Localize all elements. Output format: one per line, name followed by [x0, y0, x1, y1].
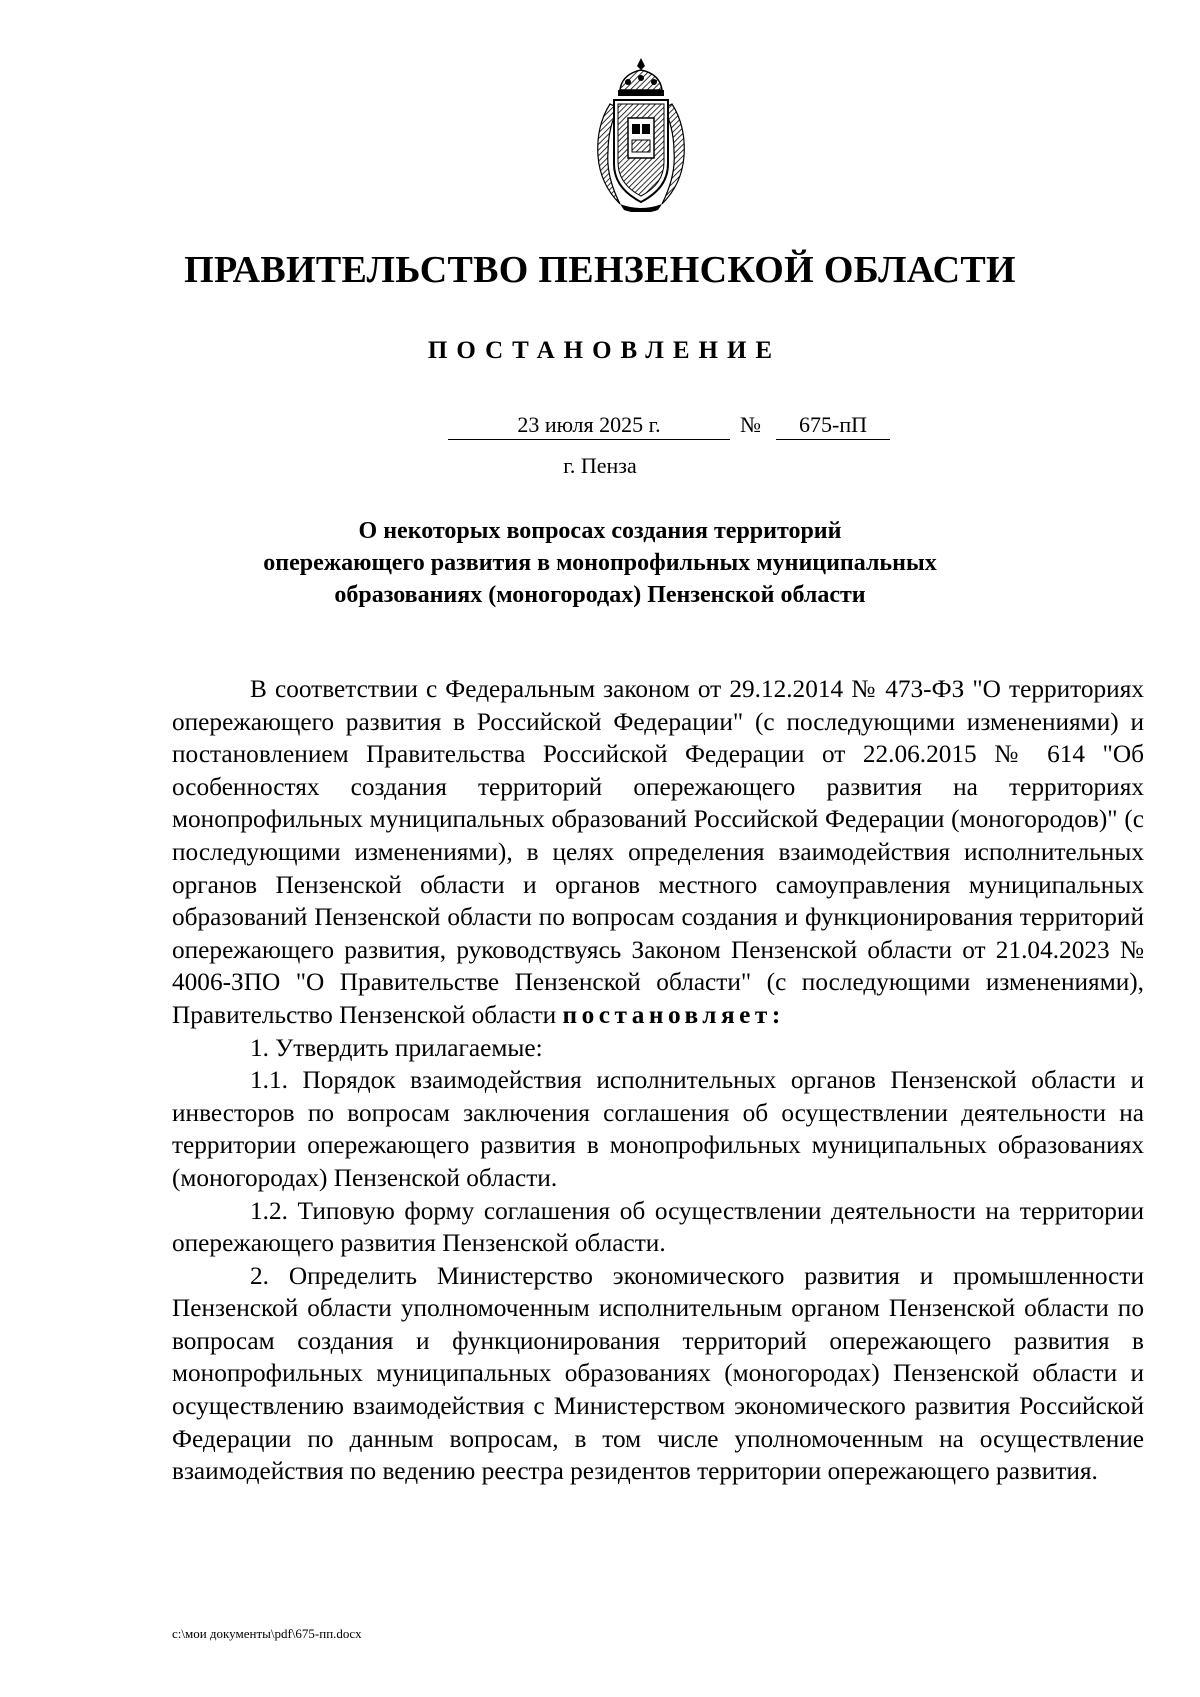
organization-title: ПРАВИТЕЛЬСТВО ПЕНЗЕНСКОЙ ОБЛАСТИ	[184, 249, 1016, 291]
coat-of-arms-icon	[590, 56, 692, 212]
file-path-footer: c:\мои документы\pdf\675-пп.docx	[172, 1626, 362, 1641]
document-type: ПОСТАНОВЛЕНИЕ	[427, 337, 782, 364]
item-1: 1. Утвердить прилагаемые:	[250, 1033, 543, 1062]
document-title	[0, 515, 1200, 611]
preamble-text: В соответствии с Федеральным законом от 29.12.2014 № 473-ФЗ "О территориях опережающего развития в Российской Федерации" (с последующими изменениями) и постановлением Правительства Российской Федерации от 22.06.2015 № 614 "Об особенностях создания территорий опережающего развития на территориях монопрофильных муниципальных образований Российской Федерации (моногородов)" (с последующими изменениями), в целях определения взаимодействия исполнительных органов Пензенской области и органов местного самоуправления муниципальных образований Пензенской области по вопросам создания и функционирования территорий опережающего развития, руководствуясь Законом Пензенской области от 21.04.2023 № 4006-ЗПО "О Правительстве Пензенской области" (с последующими изменениями), Правительство Пензенской области	[172, 675, 1144, 1029]
preamble-paragraph	[172, 673, 1144, 1032]
item-1-2: 1.2. Типовую форму соглашения об осуществлении деятельности на территории опережающего развития Пензенской области.	[172, 1196, 1144, 1258]
document-number: 675-пП	[776, 411, 890, 440]
city: г. Пенза	[563, 453, 637, 478]
number-sign: №	[740, 412, 761, 437]
title-line-2: опережающего развития в монопрофильных муниципальных	[263, 550, 937, 576]
title-line-3: образованиях (моногородах) Пензенской области	[334, 582, 866, 608]
document-body	[172, 673, 1144, 1488]
title-line-1: О некоторых вопросах создания территорий	[358, 518, 842, 544]
item-1-1: 1.1. Порядок взаимодействия исполнительных органов Пензенской области и инвесторов по вопросам заключения соглашения об осуществлении деятельности на территории опережающего развития в монопрофильных муниципальных образованиях (моногородах) Пензенской области.	[172, 1066, 1144, 1192]
resolves-keyword: постановляет:	[562, 1000, 785, 1029]
item-2: 2. Определить Министерство экономического развития и промышленности Пензенской области уполномоченным исполнительным органом Пензенской области по вопросам создания и функционирования территорий опережающего развития в монопрофильных муниципальных образованиях (моногородах) Пензенской области и осуществлению взаимодействия с Министерством экономического развития Российской Федерации по данным вопросам, в том числе уполномоченным на осуществление взаимодействия по ведению реестра резидентов территории опережающего развития.	[172, 1261, 1144, 1486]
document-date: 23 июля 2025 г.	[448, 411, 730, 440]
